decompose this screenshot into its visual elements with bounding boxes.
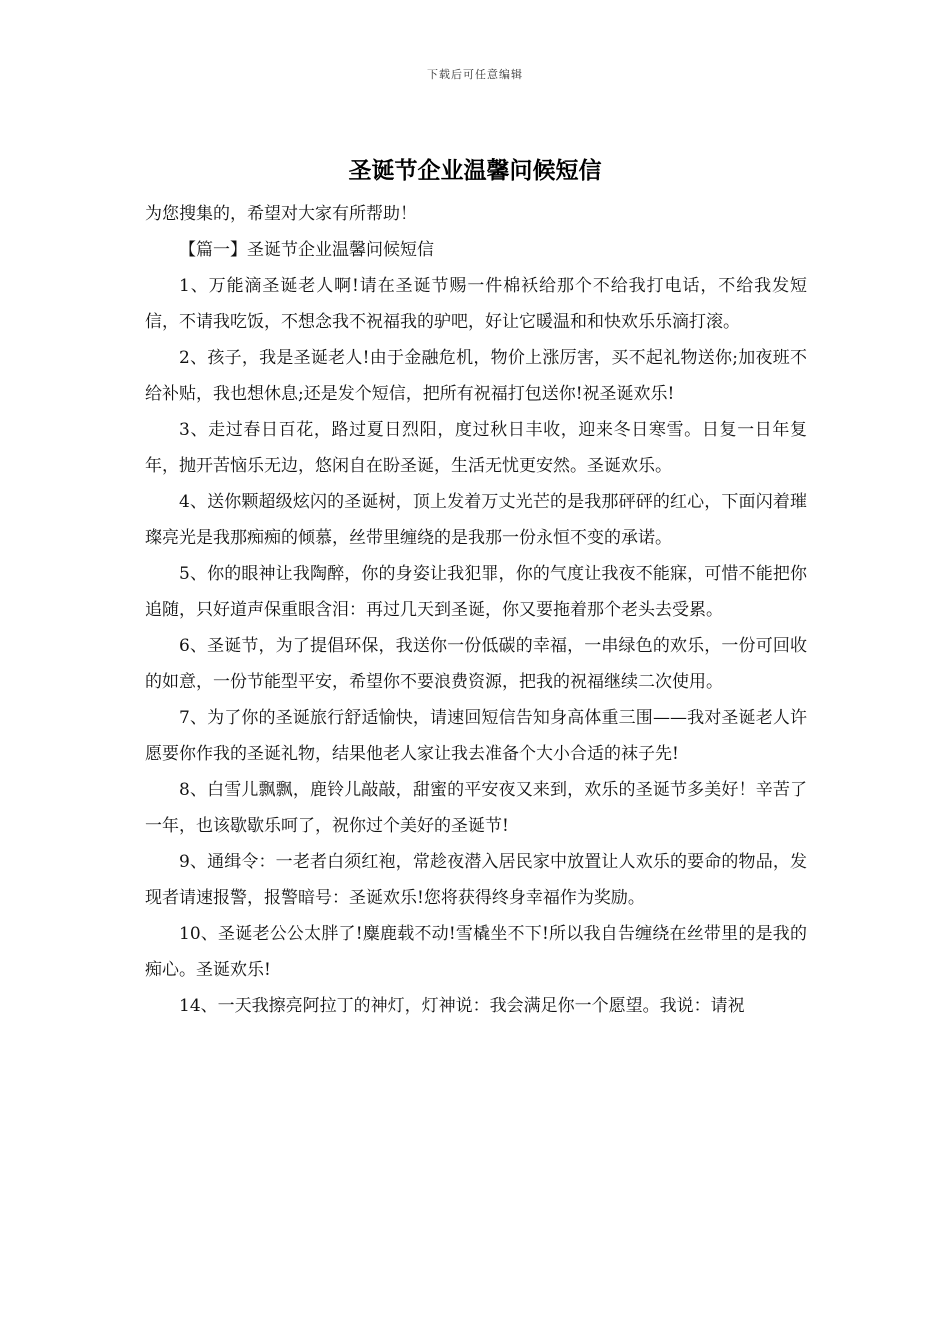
paragraph: 9、通缉令：一老者白须红袍，常趁夜潜入居民家中放置让人欢乐的要命的物品，发现者请速报警，报警暗号：圣诞欢乐!您将获得终身幸福作为奖励。: [145, 852, 807, 908]
paragraph: 1、万能滴圣诞老人啊!请在圣诞节赐一件棉袄给那个不给我打电话，不给我发短信，不请我吃饭，不想念我不祝福我的驴吧，好让它暖温和和快欢乐乐滴打滚。: [145, 276, 807, 332]
paragraph: 3、走过春日百花，路过夏日烈阳，度过秋日丰收，迎来冬日寒雪。日复一日年复年，抛开苦恼乐无边，悠闲自在盼圣诞，生活无忧更安然。圣诞欢乐。: [145, 420, 807, 476]
paragraph: 4、送你颗超级炫闪的圣诞树，顶上发着万丈光芒的是我那砰砰的红心，下面闪着璀璨亮光是我那痴痴的倾慕，丝带里缠绕的是我那一份永恒不变的承诺。: [145, 492, 807, 548]
paragraph: 10、圣诞老公公太胖了!麋鹿载不动!雪橇坐不下!所以我自告缠绕在丝带里的是我的痴心。圣诞欢乐!: [145, 924, 807, 980]
section-heading: 【篇一】圣诞节企业温馨问候短信: [179, 240, 434, 260]
intro-line: 为您搜集的，希望对大家有所帮助！: [145, 204, 417, 224]
paragraph: 14、一天我擦亮阿拉丁的神灯，灯神说：我会满足你一个愿望。我说：请祝: [179, 996, 745, 1016]
paragraph: 2、孩子，我是圣诞老人!由于金融危机，物价上涨厉害，买不起礼物送你;加夜班不给补贴，我也想休息;还是发个短信，把所有祝福打包送你!祝圣诞欢乐!: [145, 348, 807, 404]
paragraph: 8、白雪儿飘飘，鹿铃儿敲敲，甜蜜的平安夜又来到，欢乐的圣诞节多美好！辛苦了一年，也该歇歇乐呵了，祝你过个美好的圣诞节!: [145, 780, 807, 836]
document-body: [145, 196, 807, 1024]
header-note: 下载后可任意编辑: [427, 68, 523, 81]
paragraph: 7、为了你的圣诞旅行舒适愉快，请速回短信告知身高体重三围——我对圣诞老人许愿要你作我的圣诞礼物，结果他老人家让我去准备个大小合适的袜子先!: [145, 708, 807, 764]
paragraph: 5、你的眼神让我陶醉，你的身姿让我犯罪，你的气度让我夜不能寐，可惜不能把你追随，只好道声保重眼含泪：再过几天到圣诞，你又要拖着那个老头去受累。: [145, 564, 807, 620]
paragraph: 6、圣诞节，为了提倡环保，我送你一份低碳的幸福，一串绿色的欢乐，一份可回收的如意，一份节能型平安，希望你不要浪费资源，把我的祝福继续二次使用。: [145, 636, 807, 692]
page-title: 圣诞节企业温馨问候短信: [348, 157, 602, 184]
